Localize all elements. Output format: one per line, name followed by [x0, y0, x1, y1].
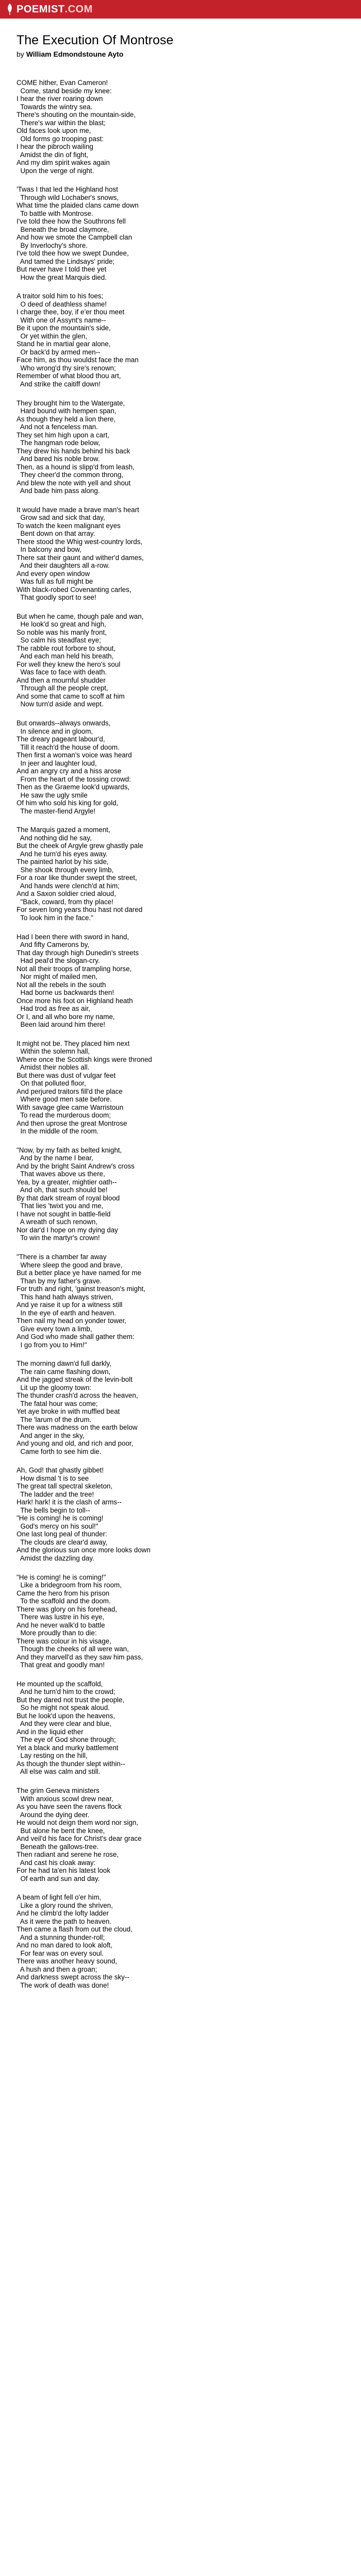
poem-line: The thunder crash'd across the heaven, — [17, 1392, 138, 1400]
poem-line: By that dark stream of royal blood — [17, 1194, 120, 1202]
poem-line: And he turn'd his eyes away. — [17, 850, 108, 858]
poem-line: And God who made shall gather them: — [17, 1333, 135, 1341]
poem-line: Beneath the gallows-tree. — [17, 1842, 99, 1851]
poem-line: Who wrong'd thy sire's renown; — [17, 364, 116, 372]
poem-line: There was colour in his visage, — [17, 1637, 111, 1645]
poem-line: All else was calm and still. — [17, 1768, 101, 1776]
poem-line: And hands were clench'd at him; — [17, 882, 120, 890]
poem-line: And by the bright Saint Andrew's cross — [17, 1162, 135, 1170]
poem-line: I hear the river roaring down — [17, 95, 103, 103]
poem-line: Be it upon the mountain's side, — [17, 324, 111, 332]
poem-stanza — [17, 292, 344, 388]
poem-line: And fifty Camerons by, — [17, 941, 90, 948]
poem-line: O deed of deathless shame! — [17, 300, 107, 308]
poem-line: It would have made a brave man's heart — [17, 505, 139, 514]
poem-line: Was face to face with death. — [17, 668, 107, 676]
poem-line: There was another heavy sound, — [17, 1957, 118, 1965]
poem-line: And by the name I bear, — [17, 1154, 93, 1162]
site-header — [0, 0, 361, 19]
poem-line: Than by my father's grave. — [17, 1277, 102, 1285]
poem-line: There was lustre in his eye, — [17, 1613, 105, 1621]
poem-line: But when he came, though pale and wan, — [17, 612, 144, 620]
poem-line: The painted harlot by his side, — [17, 858, 109, 866]
poem-line: There's shouting on the mountain-side, — [17, 111, 136, 118]
poem-line: He look'd so great and high, — [17, 620, 106, 629]
poem-line: And some that came to scoff at him — [17, 692, 125, 700]
poem-line: There was glory on his forehead, — [17, 1605, 118, 1613]
poem-line: But onwards--always onwards, — [17, 719, 111, 727]
poem-line: It might not be. They placed him next — [17, 1039, 130, 1047]
poem-line: Was full as full might be — [17, 578, 93, 586]
poem-line: Like a glory round the shriven, — [17, 1901, 113, 1909]
poem-line: For well they knew the hero's soul — [17, 660, 121, 668]
poem-line: And my dim spirit wakes again — [17, 159, 110, 166]
poem-line: Within the solemn hall, — [17, 1047, 90, 1056]
poem-line: Then nail my head on yonder tower, — [17, 1317, 126, 1325]
poem-line: "There is a chamber far away — [17, 1253, 107, 1261]
poem-stanza — [17, 185, 344, 281]
poem-line: I've told thee how the Southrons fell — [17, 217, 126, 226]
poem-line: Or back'd by armed men-- — [17, 348, 101, 356]
poem-line: But he look'd upon the heavens, — [17, 1711, 115, 1720]
poem-line: Not all the rebels in the south — [17, 980, 106, 989]
poem-line: Then radiant and serene he rose, — [17, 1851, 119, 1858]
poem-line: The grim Geneva ministers — [17, 1787, 100, 1794]
poem-stanza — [17, 1253, 344, 1349]
poem-line: But alone he bent the knee, — [17, 1826, 105, 1835]
poem-title: The Execution Of Montrose — [17, 33, 174, 47]
poem-line: And cast his cloak away: — [17, 1858, 96, 1867]
poem-line: As though the thunder slept within-- — [17, 1759, 125, 1768]
poem-content — [0, 19, 361, 1989]
poem-line: And he turn'd him to the crowd; — [17, 1688, 116, 1696]
poem-line: For seven long years thou hast not dared — [17, 906, 143, 914]
poem-line: And ye raise it up for a witness still — [17, 1301, 123, 1309]
poem-line: For a roar like thunder swept the street, — [17, 874, 137, 882]
poem-line: 'Twas I that led the Highland host — [17, 185, 118, 194]
poem-line: From the heart of the tossing crowd: — [17, 775, 131, 783]
poem-line: "Back, coward, from thy place! — [17, 897, 113, 906]
poem-line: A wreath of such renown, — [17, 1218, 98, 1226]
poem-line: To win the martyr's crown! — [17, 1234, 100, 1242]
poem-line: So he might not speak aloud. — [17, 1704, 110, 1712]
poem-line: Hark! hark! it is the clash of arms-- — [17, 1498, 122, 1506]
poem-line: The hangman rode below, — [17, 439, 101, 447]
brand-name: POEMIST — [17, 3, 65, 15]
poemist-logo[interactable] — [6, 4, 93, 15]
poem-line: To watch the keen malignant eyes — [17, 521, 121, 530]
poem-line: I go from you to Him!" — [17, 1341, 87, 1349]
poem-line: And their daughters all a-row. — [17, 562, 110, 570]
poem-line: The work of death was done! — [17, 1981, 109, 1989]
poem-line: In balcony and bow, — [17, 546, 81, 554]
poem-line: And not a fenceless man. — [17, 423, 98, 431]
poem-stanza — [17, 399, 344, 495]
poem-line: And bared his noble brow. — [17, 455, 100, 463]
poem-line: The ladder and the tree! — [17, 1490, 94, 1498]
poem-byline — [17, 50, 344, 58]
poem-line: And then uprose the great Montrose — [17, 1119, 127, 1127]
by-label: by — [17, 50, 24, 58]
poem-line: There was madness on the earth below — [17, 1423, 138, 1432]
poem-line: And no man dared to look aloft, — [17, 1941, 113, 1950]
poem-line: And in the liquid ether — [17, 1727, 84, 1736]
poem-line: In the middle of the room. — [17, 1127, 99, 1136]
poem-line: The dreary pageant labour'd, — [17, 735, 105, 743]
poem-stanza — [17, 1466, 344, 1562]
poem-line: One last long peal of thunder: — [17, 1530, 107, 1538]
poem-line: Nor dar'd I hope on my dying day — [17, 1226, 118, 1234]
poem-line: Of earth and sun and day. — [17, 1874, 100, 1883]
quill-icon — [6, 4, 13, 15]
poem-line: As you have seen the ravens flock — [17, 1803, 122, 1810]
poem-line: I hear the pibroch wailing — [17, 143, 93, 150]
poem-line: Like a bridegroom from his room, — [17, 1581, 122, 1589]
poem-line: Around the dying deer. — [17, 1810, 90, 1819]
poem-line: They drew his hands behind his back — [17, 447, 130, 455]
poem-line: A hush and then a groan; — [17, 1965, 97, 1973]
poem-line: That goodly sport to see! — [17, 594, 96, 602]
poem-line: The Marquis gazed a moment, — [17, 826, 110, 834]
poem-line: So calm his steadfast eye; — [17, 636, 101, 645]
poem-line: In the eye of earth and heaven. — [17, 1309, 116, 1317]
poem-line: And every open window — [17, 569, 90, 578]
poem-line: The rabble rout forbore to shout, — [17, 644, 116, 652]
poem-line: He mounted up the scaffold, — [17, 1680, 103, 1688]
poem-line: And oh, that such should be! — [17, 1186, 108, 1194]
poem-line: "Now, by my faith as belted knight, — [17, 1146, 122, 1154]
poem-line: Come, stand beside my knee: — [17, 87, 112, 95]
poem-line: And each man held his breath, — [17, 652, 114, 660]
poem-line: To the scaffold and the doom. — [17, 1597, 111, 1605]
poem-stanza — [17, 933, 344, 1029]
poem-line: But there was dust of vulgar feet — [17, 1071, 116, 1079]
poem-line: And anger in the sky, — [17, 1431, 85, 1439]
poem-line: And strike the caitiff down! — [17, 380, 101, 388]
poem-line: Or yet within the glen, — [17, 332, 87, 340]
poem-line: And veil'd his face for Christ's dear grace — [17, 1835, 142, 1842]
poem-stanza — [17, 613, 344, 708]
poem-line: Been laid around him there! — [17, 1021, 105, 1028]
poem-line: And perjured traitors fill'd the place — [17, 1087, 123, 1095]
poem-line: There stood the Whig west-country lords, — [17, 537, 143, 546]
poem-line: And the glorious sun once more looks down — [17, 1546, 151, 1554]
poem-line: I have not sought in battle-field — [17, 1210, 111, 1218]
poem-stanza — [17, 1893, 344, 1989]
poem-line: Then as the Graeme look'd upwards, — [17, 783, 130, 791]
poem-line: Yet aye broke in with muffled beat — [17, 1408, 120, 1416]
poem-line: With one of Assynt's name-- — [17, 316, 106, 324]
poem-line: A beam of light fell o'er him, — [17, 1893, 102, 1902]
poem-line: I've told thee how we swept Dundee, — [17, 249, 129, 258]
poem-line: In silence and in gloom, — [17, 727, 93, 735]
poem-line: To battle with Montrose. — [17, 209, 93, 217]
poem-line: But never have I told thee yet — [17, 265, 107, 274]
poem-line: And an angry cry and a hiss arose — [17, 767, 122, 775]
poem-line: With anxious scowl drew near, — [17, 1794, 113, 1803]
poem-line: Remember of what blood thou art, — [17, 372, 121, 380]
poem-line: And a Saxon soldier cried aloud, — [17, 890, 116, 898]
poem-line: Towards the wintry sea. — [17, 103, 93, 111]
poem-line: Then first a woman's voice was heard — [17, 751, 132, 759]
poem-stanza — [17, 506, 344, 602]
poem-line: Then, as a hound is slipp'd from leash, — [17, 463, 135, 471]
poem-line: That day through high Dunedin's streets — [17, 948, 139, 957]
poem-line: Stand he in martial gear alone, — [17, 340, 111, 348]
poem-line: Amidst the din of fight, — [17, 150, 89, 159]
poem-line: And darkness swept across the sky-- — [17, 1973, 129, 1981]
poem-line: Upon the verge of night. — [17, 166, 94, 175]
poem-line: Came the hero from his prison — [17, 1589, 110, 1597]
poem-line: God's mercy on his soul!" — [17, 1522, 99, 1530]
poem-line: Not all their troops of trampling horse, — [17, 964, 132, 973]
poem-line: Lit up the gloomy town: — [17, 1383, 92, 1392]
poem-line: There sat their gaunt and wither'd dames, — [17, 553, 144, 562]
poem-line: How the great Marquis died. — [17, 273, 107, 281]
poem-line: She shook through every limb, — [17, 866, 114, 874]
poem-line: So noble was his manly front, — [17, 628, 107, 636]
poem-line: They cheer'd the common throng, — [17, 471, 123, 479]
poem-line: Till it reach'd the house of doom. — [17, 743, 120, 751]
poem-line: Where once the Scottish kings were throned — [17, 1055, 152, 1063]
poem-line: Now turn'd aside and wept. — [17, 700, 104, 708]
poem-line: "He is coming! he is coming!" — [17, 1573, 106, 1581]
poem-line: How dismal 't is to see — [17, 1474, 89, 1482]
poem-line: The rain came flashing down, — [17, 1367, 111, 1376]
poem-line: They brought him to the Watergate, — [17, 399, 125, 407]
poem-line: On that polluted floor, — [17, 1079, 86, 1088]
poem-line: A traitor sold him to his foes; — [17, 292, 104, 300]
poem-line: Old faces look upon me, — [17, 127, 91, 134]
poem-stanza — [17, 1573, 344, 1669]
poem-line: And they marvell'd as they saw him pass, — [17, 1653, 143, 1661]
poem-line: Once more his foot on Highland heath — [17, 996, 133, 1005]
poem-line: To look him in the face." — [17, 913, 93, 922]
poem-stanza — [17, 79, 344, 175]
poem-line: I charge thee, boy, if e'er thou meet — [17, 308, 125, 316]
poem-line: The morning dawn'd full darkly, — [17, 1360, 111, 1368]
poem-line: Old forms go trooping past: — [17, 134, 104, 143]
poem-stanza — [17, 1360, 344, 1455]
poem-line: And blew the note with yell and shout — [17, 479, 131, 487]
poem-line: The eye of God shone through; — [17, 1736, 116, 1744]
poem-stanza — [17, 826, 344, 922]
poem-line: Had peal'd the slogan-cry. — [17, 957, 100, 964]
poem-stanza — [17, 1040, 344, 1136]
poem-line: In jeer and laughter loud, — [17, 759, 97, 767]
poem-line: Beneath the broad claymore, — [17, 225, 109, 233]
poem-line: He saw the ugly smile — [17, 791, 88, 799]
poem-line: But they dared not trust the people, — [17, 1696, 125, 1704]
poem-stanza — [17, 1680, 344, 1776]
poem-line: And young and old, and rich and poor, — [17, 1439, 134, 1448]
poem-line: As though they held a lion there, — [17, 415, 116, 423]
poem-line: And he climb'd the lofty ladder — [17, 1909, 109, 1918]
poem-line: For he had ta'en his latest look — [17, 1867, 110, 1874]
poem-line: Though the cheeks of all were wan, — [17, 1645, 129, 1653]
poem-line: Had trod as free as air, — [17, 1005, 90, 1012]
poem-line: Hard bound with hempen span, — [17, 407, 117, 415]
poem-line: And the jagged streak of the levin-bolt — [17, 1376, 133, 1384]
poem-line: For truth and right, 'gainst treason's might, — [17, 1285, 145, 1293]
poem-line: And how we smote the Campbell clan — [17, 233, 133, 242]
poem-line: And then a mournful shudder — [17, 676, 106, 684]
poem-line: To read the murderous doom; — [17, 1111, 111, 1120]
poem-line: The master-fiend Argyle! — [17, 807, 96, 815]
brand-domain: .COM — [64, 3, 93, 15]
poem-line: Nor might of mailed men, — [17, 973, 98, 980]
poem-line: Yea, by a greater, mightier oath-- — [17, 1178, 117, 1186]
poem-line: Through wild Lochaber's snows, — [17, 193, 119, 201]
poem-line: Yet a black and murky battlement — [17, 1743, 119, 1752]
poem-line: Face him, as thou wouldst face the man — [17, 356, 139, 364]
poem-line: This hand hath always striven, — [17, 1293, 113, 1301]
poem-line: That lies 'twixt you and me, — [17, 1202, 104, 1210]
poem-line: Then came a flash from out the cloud, — [17, 1925, 133, 1934]
poem-stanza — [17, 1787, 344, 1883]
poem-line: With savage glee came Warristoun — [17, 1103, 124, 1111]
poem-line: Amidst the dazzling day. — [17, 1554, 94, 1562]
poem-line: Or I, and all who bore my name, — [17, 1012, 115, 1021]
poem-line: The fatal hour was come; — [17, 1399, 98, 1408]
poem-line: Grow sad and sick that day, — [17, 514, 105, 522]
poem-body — [17, 79, 344, 1989]
poem-line: He would not deign them word nor sign, — [17, 1819, 138, 1826]
poem-line: Had borne us backwards then! — [17, 989, 114, 996]
poem-stanza — [17, 1146, 344, 1242]
poem-line: Through all the people crept, — [17, 684, 108, 692]
poem-line: That great and goodly man! — [17, 1661, 105, 1669]
poem-line: Ah, God! that ghastly gibbet! — [17, 1466, 104, 1475]
poem-stanza — [17, 719, 344, 815]
poem-line: The bells begin to toll-- — [17, 1506, 90, 1514]
poem-line: They set him high upon a cart, — [17, 431, 110, 439]
poem-line: Amidst their nobles all. — [17, 1063, 90, 1072]
poem-line: And a stunning thunder-roll; — [17, 1933, 105, 1941]
poem-line: And tamed the Lindsays' pride; — [17, 257, 115, 265]
poem-line: COME hither, Evan Cameron! — [17, 79, 108, 87]
poem-line: Where sleep the good and brave, — [17, 1261, 123, 1269]
poem-line: By Inverlochy's shore. — [17, 241, 88, 249]
poem-line: And bade him pass along. — [17, 487, 100, 495]
poem-line: The 'larum of the drum. — [17, 1415, 92, 1423]
poem-line: And he never walk'd to battle — [17, 1621, 105, 1629]
poem-line: That waves above us there, — [17, 1170, 105, 1178]
poem-line: "He is coming! he is coming! — [17, 1514, 104, 1522]
poem-line: More proudly than to die: — [17, 1629, 97, 1637]
poem-line: There's war within the blast; — [17, 118, 106, 127]
poem-line: And they were clear and blue, — [17, 1720, 111, 1728]
poem-line: Give every town a limb, — [17, 1325, 92, 1333]
poem-line: With black-robed Covenanting carles, — [17, 585, 132, 594]
author-name[interactable]: William Edmondstoune Ayto — [26, 50, 124, 58]
poem-line: For fear was on every soul. — [17, 1949, 104, 1957]
poem-line: Where good men sate before. — [17, 1095, 112, 1104]
poem-line: The great tall spectral skeleton, — [17, 1482, 113, 1490]
poem-line: And nothing did he say, — [17, 834, 92, 842]
poem-line: What time the plaided clans came down — [17, 201, 139, 210]
poem-line: But a better place ye have named for me — [17, 1269, 141, 1277]
poem-line: Lay resting on the hill, — [17, 1752, 88, 1760]
poem-line: Of him who sold his king for gold, — [17, 799, 119, 807]
poem-line: The clouds are clear'd away, — [17, 1538, 108, 1546]
poem-line: As it were the path to heaven. — [17, 1917, 111, 1925]
poem-line: Had I been there with sword in hand, — [17, 933, 129, 941]
poem-line: Came forth to see him die. — [17, 1447, 102, 1455]
poem-line: But the cheek of Argyle grew ghastly pale — [17, 842, 143, 850]
poem-line: Bent down on that array. — [17, 530, 95, 538]
